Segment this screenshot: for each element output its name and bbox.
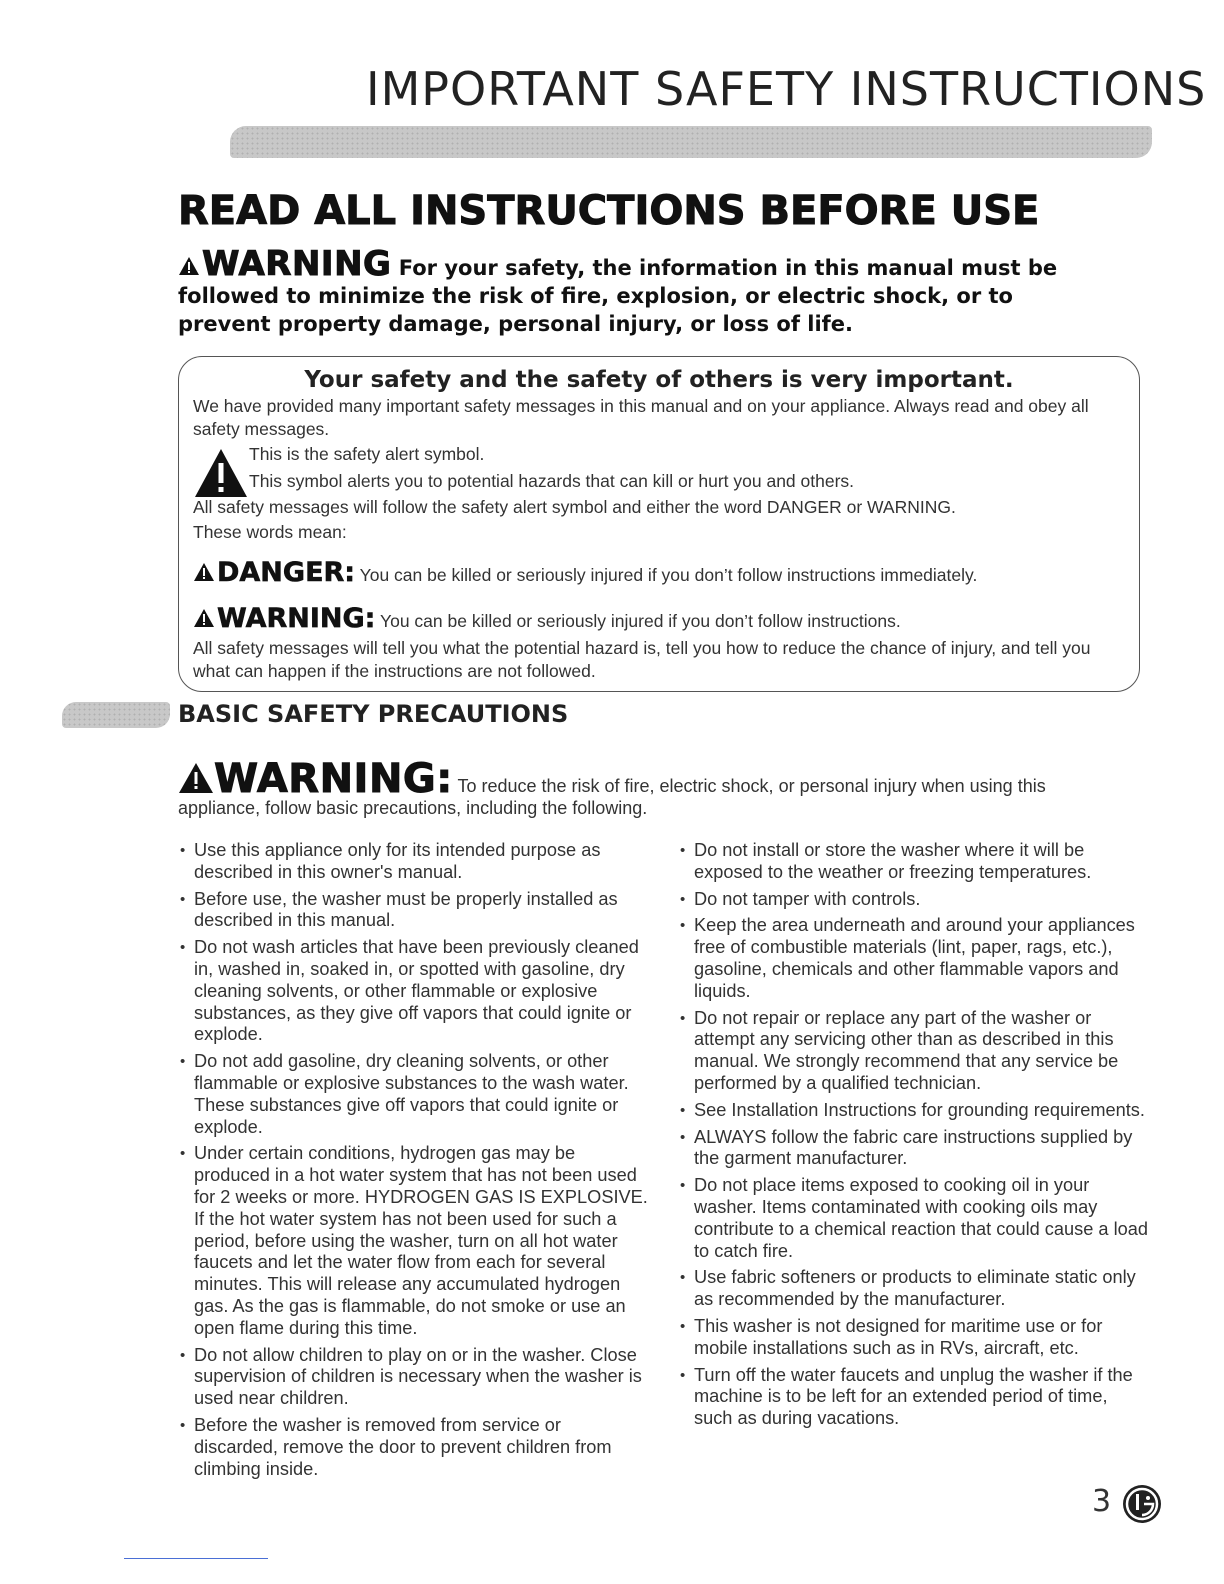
precaution-item: • Keep the area underneath and around your appliances free of combustible materials (lint, paper, rags, etc.), gasoline, chemicals and other flammable vapors and liquids. bbox=[678, 915, 1148, 1002]
precaution-item: • Before use, the washer must be properly installed as described in this manual. bbox=[178, 889, 648, 933]
basic-warning-text: To reduce the risk of fire, electric shock, or personal injury when using this appliance, follow basic precautions, including the following. bbox=[178, 776, 1046, 818]
precaution-item: • This washer is not designed for maritime use or for mobile installations such as in RVs, aircraft, etc. bbox=[678, 1316, 1148, 1360]
intro-warning bbox=[178, 244, 1078, 338]
left-precautions-list bbox=[178, 840, 648, 1480]
warning-triangle-icon bbox=[193, 608, 215, 628]
precaution-item: • Turn off the water faucets and unplug the washer if the machine is to be left for an extended period of time, such as during vacations. bbox=[678, 1365, 1148, 1430]
page-number: 3 bbox=[1092, 1484, 1112, 1519]
danger-signal-word: DANGER: bbox=[217, 557, 356, 588]
safety-message-box bbox=[178, 356, 1140, 692]
page-title: IMPORTANT SAFETY INSTRUCTIONS bbox=[366, 62, 1207, 116]
safety-box-paragraph-2: All safety messages will follow the safety alert symbol and either the word DANGER or WARNING. bbox=[193, 497, 956, 517]
basic-warning bbox=[178, 756, 1128, 819]
title-decorative-bar bbox=[230, 126, 1152, 158]
warning-triangle-icon bbox=[178, 256, 200, 276]
warning-definition bbox=[193, 603, 1133, 634]
intro-warning-text: For your safety, the information in this manual must be followed to minimize the risk of fire, explosion, or electric shock, or to prevent property damage, personal injury, or loss of life. bbox=[178, 256, 1058, 336]
precautions-left-column bbox=[178, 840, 648, 1485]
precaution-item: • Do not wash articles that have been previously cleaned in, washed in, soaked in, or spotted with gasoline, dry cleaning solvents, or other flammable or explosive substances, as they give off vapors that could ignite or explode. bbox=[178, 937, 648, 1046]
danger-text: You can be killed or seriously injured if you don’t follow instructions immediately. bbox=[359, 565, 978, 585]
read-all-heading: READ ALL INSTRUCTIONS BEFORE USE bbox=[178, 188, 1040, 234]
section-decorative-pill bbox=[62, 702, 170, 728]
precaution-item: • Use this appliance only for its intended purpose as described in this owner's manual. bbox=[178, 840, 648, 884]
precautions-right-column bbox=[678, 840, 1148, 1435]
lg-logo-icon bbox=[1122, 1484, 1162, 1524]
right-precautions-list bbox=[678, 840, 1148, 1430]
symbol-line-1: This is the safety alert symbol. bbox=[249, 444, 485, 464]
precaution-item: • Do not place items exposed to cooking oil in your washer. Items contaminated with cooking oils may contribute to a chemical reaction that could cause a load to catch fire. bbox=[678, 1175, 1148, 1262]
basic-warning-signal: WARNING: bbox=[214, 756, 453, 802]
safety-box-paragraph-4: All safety messages will tell you what the potential hazard is, tell you how to reduce the chance of injury, and tell you what can happen if the instructions are not followed. bbox=[193, 638, 1091, 681]
precaution-item: • ALWAYS follow the fabric care instructions supplied by the garment manufacturer. bbox=[678, 1127, 1148, 1171]
safety-box-paragraph-1: We have provided many important safety messages in this manual and on your appliance. Always read and obey all safety messages. bbox=[193, 396, 1089, 439]
safety-box-heading: Your safety and the safety of others is very important. bbox=[304, 367, 1014, 393]
precaution-item: • Before the washer is removed from service or discarded, remove the door to prevent children from climbing inside. bbox=[178, 1415, 648, 1480]
footer-rule bbox=[124, 1558, 268, 1559]
basic-safety-heading: BASIC SAFETY PRECAUTIONS bbox=[178, 700, 569, 728]
safety-box-paragraph-3: These words mean: bbox=[193, 522, 347, 542]
precaution-item: • Do not install or store the washer where it will be exposed to the weather or freezing temperatures. bbox=[678, 840, 1148, 884]
safety-alert-symbol-icon bbox=[193, 447, 249, 499]
precaution-item: • Under certain conditions, hydrogen gas may be produced in a hot water system that has not been used for 2 weeks or more. HYDROGEN GAS IS EXPLOSIVE. If the hot water system has not been used for such a period, before using the washer, turn on all hot water faucets and let the water flow from each for several minutes. This will release any accumulated hydrogen gas. As the gas is flammable, do not smoke or use an open flame during this time. bbox=[178, 1143, 648, 1339]
warning-signal-word: WARNING: bbox=[217, 603, 376, 634]
precaution-item: • Do not add gasoline, dry cleaning solvents, or other flammable or explosive substances to the wash water. These substances give off vapors that could ignite or explode. bbox=[178, 1051, 648, 1138]
danger-triangle-icon bbox=[193, 562, 215, 582]
precaution-item: • Do not repair or replace any part of the washer or attempt any servicing other than as described in this manual. We strongly recommend that any service be performed by a qualified technician. bbox=[678, 1008, 1148, 1095]
warning-text: You can be killed or seriously injured if you don’t follow instructions. bbox=[380, 611, 901, 631]
precaution-item: • See Installation Instructions for grounding requirements. bbox=[678, 1100, 1148, 1122]
precaution-item: • Do not tamper with controls. bbox=[678, 889, 1148, 911]
symbol-line-2: This symbol alerts you to potential hazards that can kill or hurt you and others. bbox=[249, 471, 855, 491]
intro-warning-signal: WARNING bbox=[202, 244, 392, 284]
warning-triangle-icon bbox=[178, 762, 214, 794]
danger-definition bbox=[193, 557, 1133, 588]
precaution-item: • Do not allow children to play on or in the washer. Close supervision of children is necessary when the washer is used near children. bbox=[178, 1345, 648, 1410]
precaution-item: • Use fabric softeners or products to eliminate static only as recommended by the manufacturer. bbox=[678, 1267, 1148, 1311]
